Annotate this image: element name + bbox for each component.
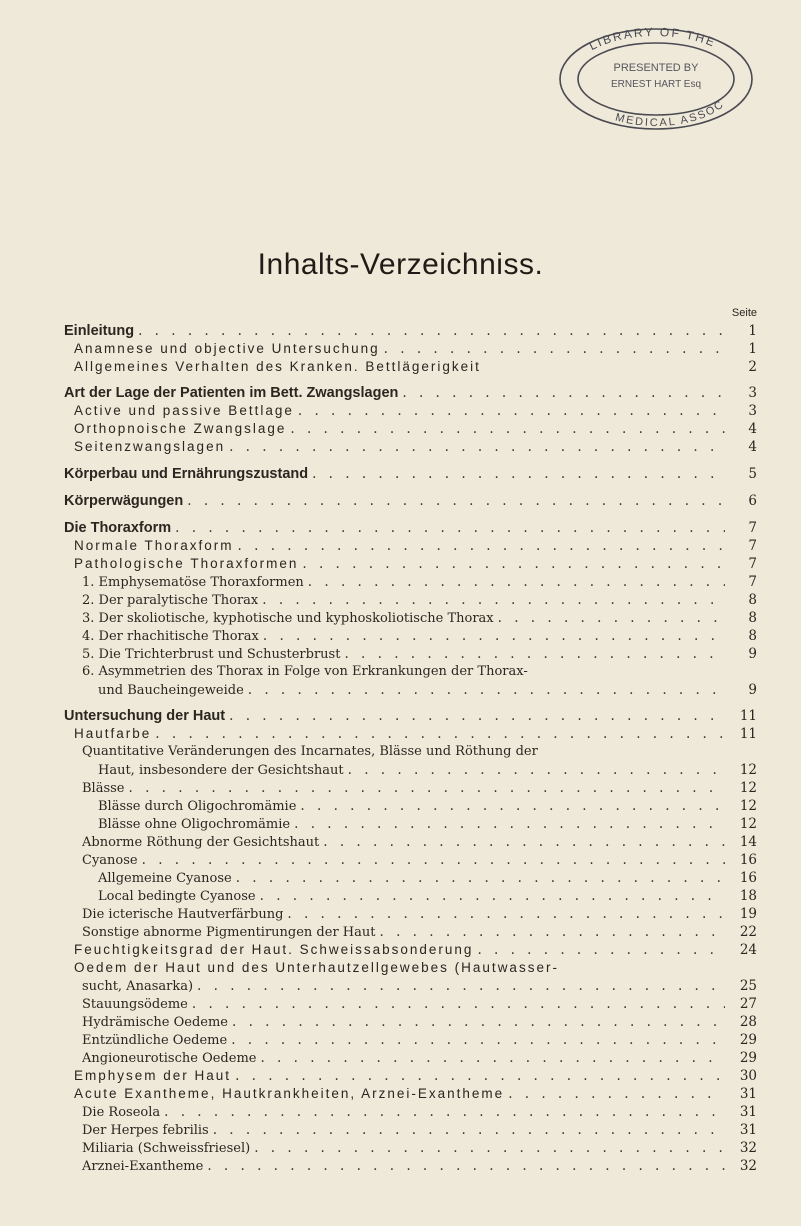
toc-entry[interactable]: [0, 663, 801, 681]
toc-entry[interactable]: [0, 923, 801, 941]
page-column-header: Seite: [731, 307, 757, 319]
toc-entry-page: 8: [748, 628, 757, 644]
toc-entry-label: Anamnese und objective Untersuchung: [74, 341, 380, 356]
toc-entry-page: 11: [739, 726, 757, 742]
toc-entry-label: Blässe ohne Oligochromämie: [98, 817, 291, 832]
toc-entry[interactable]: [0, 1157, 801, 1175]
toc-entry[interactable]: [0, 833, 801, 851]
toc-entry[interactable]: [0, 402, 801, 420]
toc-entry-page: 5: [748, 466, 757, 482]
toc-entry-page: 4: [748, 439, 757, 455]
toc-entry-page: 27: [739, 996, 757, 1012]
toc-entry-label: Cyanose: [82, 853, 138, 868]
toc-entry[interactable]: [0, 869, 801, 887]
toc-entry[interactable]: [0, 1103, 801, 1121]
toc-entry-label: und Baucheingeweide: [98, 683, 244, 698]
toc-entry-label: 3. Der skoliotische, kyphotische und kyphoskoliotische Thorax: [82, 611, 494, 626]
toc-entry-label: Der Herpes febrilis: [82, 1123, 209, 1138]
toc-entry-label: Feuchtigkeitsgrad der Haut. Schweissabsonderung: [74, 942, 474, 957]
toc-entry-page: 16: [739, 870, 757, 886]
toc-entry-page: 7: [748, 556, 757, 572]
toc-entry[interactable]: [0, 1121, 801, 1139]
toc-entry-label: 5. Die Trichterbrust und Schusterbrust: [82, 647, 341, 662]
toc-entry-label: Allgemeines Verhalten des Kranken. Bettlägerigkeit: [74, 359, 481, 374]
toc-entry-page: 32: [739, 1158, 757, 1174]
toc-entry[interactable]: [0, 519, 801, 537]
toc-entry[interactable]: [0, 779, 801, 797]
toc-entry-label: Acute Exantheme, Hautkrankheiten, Arznei-Exantheme: [74, 1086, 505, 1101]
toc-entry-page: 29: [739, 1032, 757, 1048]
toc-entry-label: Hautfarbe: [74, 726, 152, 741]
toc-entry[interactable]: [0, 1085, 801, 1103]
toc-entry[interactable]: [0, 905, 801, 923]
toc-entry-label: Abnorme Röthung der Gesichtshaut: [82, 835, 320, 850]
toc-entry-page: 7: [748, 538, 757, 554]
toc-entry-label: Quantitative Veränderungen des Incarnates, Blässe und Röthung der: [82, 744, 538, 759]
toc-entry[interactable]: [0, 851, 801, 869]
toc-entry-label: Entzündliche Oedeme: [82, 1033, 228, 1048]
toc-entry[interactable]: [0, 815, 801, 833]
page-title: Inhalts-Verzeichniss.: [257, 248, 544, 281]
toc-entry[interactable]: [0, 707, 801, 725]
toc-entry[interactable]: [0, 492, 801, 510]
toc-entry-page: 29: [739, 1050, 757, 1066]
toc-entry[interactable]: [0, 681, 801, 699]
toc-entry[interactable]: [0, 725, 801, 743]
toc-entry-page: 7: [748, 520, 757, 536]
toc-entry-page: 14: [739, 834, 757, 850]
stamp-line-top: LIBRARY OF THE: [586, 24, 719, 54]
toc-entry-label: 4. Der rhachitische Thorax: [82, 629, 259, 644]
toc-entry[interactable]: [0, 537, 801, 555]
toc-entry-label: Pathologische Thoraxformen: [74, 556, 299, 571]
toc-entry[interactable]: [0, 995, 801, 1013]
toc-entry-page: 1: [748, 323, 757, 339]
toc-entry-page: 12: [739, 780, 757, 796]
toc-entry-label: Körperwägungen: [64, 493, 184, 509]
toc-entry-page: 12: [739, 816, 757, 832]
toc-entry[interactable]: [0, 645, 801, 663]
toc-entry-page: 31: [739, 1122, 757, 1138]
toc-entry-label: Die Thoraxform: [64, 520, 172, 536]
toc-entry-label: Die Roseola: [82, 1105, 161, 1120]
toc-entry[interactable]: [0, 977, 801, 995]
toc-entry-label: 6. Asymmetrien des Thorax in Folge von Erkrankungen der Thorax-: [82, 664, 528, 679]
toc-entry-page: 22: [739, 924, 757, 940]
toc-entry[interactable]: [0, 340, 801, 358]
toc-entry[interactable]: [0, 1139, 801, 1157]
toc-entry-label: Orthopnoische Zwangslage: [74, 421, 287, 436]
toc-entry[interactable]: [0, 573, 801, 591]
stamp-line-3: ERNEST HART Esq: [610, 79, 702, 90]
toc-entry-page: 2: [748, 359, 757, 375]
toc-entry-label: Miliaria (Schweissfriesel): [82, 1141, 251, 1156]
toc-entry[interactable]: [0, 420, 801, 438]
toc-entry[interactable]: [0, 465, 801, 483]
toc-entry-label: Seitenzwangslagen: [74, 439, 226, 454]
toc-entry-page: 12: [739, 798, 757, 814]
toc-entry-label: Active und passive Bettlage: [74, 403, 294, 418]
toc-entry-label: Angioneurotische Oedeme: [82, 1051, 257, 1066]
toc-entry-label: Einleitung: [64, 323, 135, 339]
toc-entry-label: Die icterische Hautverfärbung: [82, 907, 284, 922]
toc-entry-page: 18: [739, 888, 757, 904]
toc-entry[interactable]: [0, 322, 801, 340]
toc-entry[interactable]: [0, 941, 801, 959]
toc-entry-page: 9: [748, 682, 757, 698]
toc-entry-page: 9: [748, 646, 757, 662]
toc-entry-label: Hydrämische Oedeme: [82, 1015, 228, 1030]
toc-entry[interactable]: [0, 609, 801, 627]
toc-entry-page: 4: [748, 421, 757, 437]
toc-entry-page: 8: [748, 592, 757, 608]
toc-entry-label: Art der Lage der Patienten im Bett. Zwangslagen: [64, 385, 399, 401]
toc-entry-label: Local bedingte Cyanose: [98, 889, 256, 904]
toc-entry-label: Blässe durch Oligochromämie: [98, 799, 297, 814]
toc-entry-page: 3: [748, 385, 757, 401]
toc-entry[interactable]: [0, 591, 801, 609]
toc-entry[interactable]: [0, 358, 801, 376]
toc-entry-page: 28: [739, 1014, 757, 1030]
toc-entry[interactable]: [0, 743, 801, 761]
toc-entry-label: Normale Thoraxform: [74, 538, 234, 553]
toc-entry[interactable]: [0, 959, 801, 977]
toc-entry-label: Körperbau und Ernährungszustand: [64, 466, 309, 482]
toc-entry-page: 12: [739, 762, 757, 778]
toc-entry-label: Arznei-Exantheme: [82, 1159, 204, 1174]
toc-entry-page: 16: [739, 852, 757, 868]
toc-entry[interactable]: [0, 1049, 801, 1067]
toc-entry-label: 2. Der paralytische Thorax: [82, 593, 259, 608]
toc-entry[interactable]: [0, 438, 801, 456]
toc-entry-label: sucht, Anasarka): [82, 979, 194, 994]
toc-entry[interactable]: [0, 555, 801, 573]
toc-entry[interactable]: [0, 1013, 801, 1031]
toc-entry-page: 3: [748, 403, 757, 419]
toc-entry-label: Allgemeine Cyanose: [98, 871, 232, 886]
toc-entry-page: 31: [739, 1104, 757, 1120]
stamp-line-bottom: MEDICAL ASSOC: [613, 97, 728, 130]
toc-entry[interactable]: [0, 887, 801, 905]
toc-entry-page: 7: [748, 574, 757, 590]
toc-entry-label: Haut, insbesondere der Gesichtshaut: [98, 763, 344, 778]
toc-entry-page: 19: [739, 906, 757, 922]
toc-entry-page: 25: [739, 978, 757, 994]
toc-entry-page: 31: [739, 1086, 757, 1102]
stamp-line-2: PRESENTED BY: [613, 62, 699, 74]
toc-entry-label: Stauungsödeme: [82, 997, 188, 1012]
toc-entry-page: 6: [748, 493, 757, 509]
toc-entry-page: 11: [739, 708, 757, 724]
toc-entry-page: 24: [739, 942, 757, 958]
toc-entry-page: 30: [739, 1068, 757, 1084]
toc-entry[interactable]: [0, 761, 801, 779]
toc-entry-label: Emphysem der Haut: [74, 1068, 232, 1083]
toc-entry[interactable]: [0, 797, 801, 815]
toc-entry-label: Blässe: [82, 781, 125, 796]
toc-entry[interactable]: [0, 1067, 801, 1085]
toc-entry-label: 1. Emphysematöse Thoraxformen: [82, 575, 304, 590]
toc-entry-page: 1: [748, 341, 757, 357]
toc-entry[interactable]: [0, 384, 801, 402]
toc-entry-page: 32: [739, 1140, 757, 1156]
toc-entry-label: Oedem der Haut und des Unterhautzellgewebes (Hautwasser-: [74, 960, 559, 975]
toc-entry-label: Sonstige abnorme Pigmentirungen der Haut: [82, 925, 376, 940]
toc-entry[interactable]: [0, 1031, 801, 1049]
toc-entry-label: Untersuchung der Haut: [64, 708, 226, 724]
toc-entry-page: 8: [748, 610, 757, 626]
toc-entry[interactable]: [0, 627, 801, 645]
